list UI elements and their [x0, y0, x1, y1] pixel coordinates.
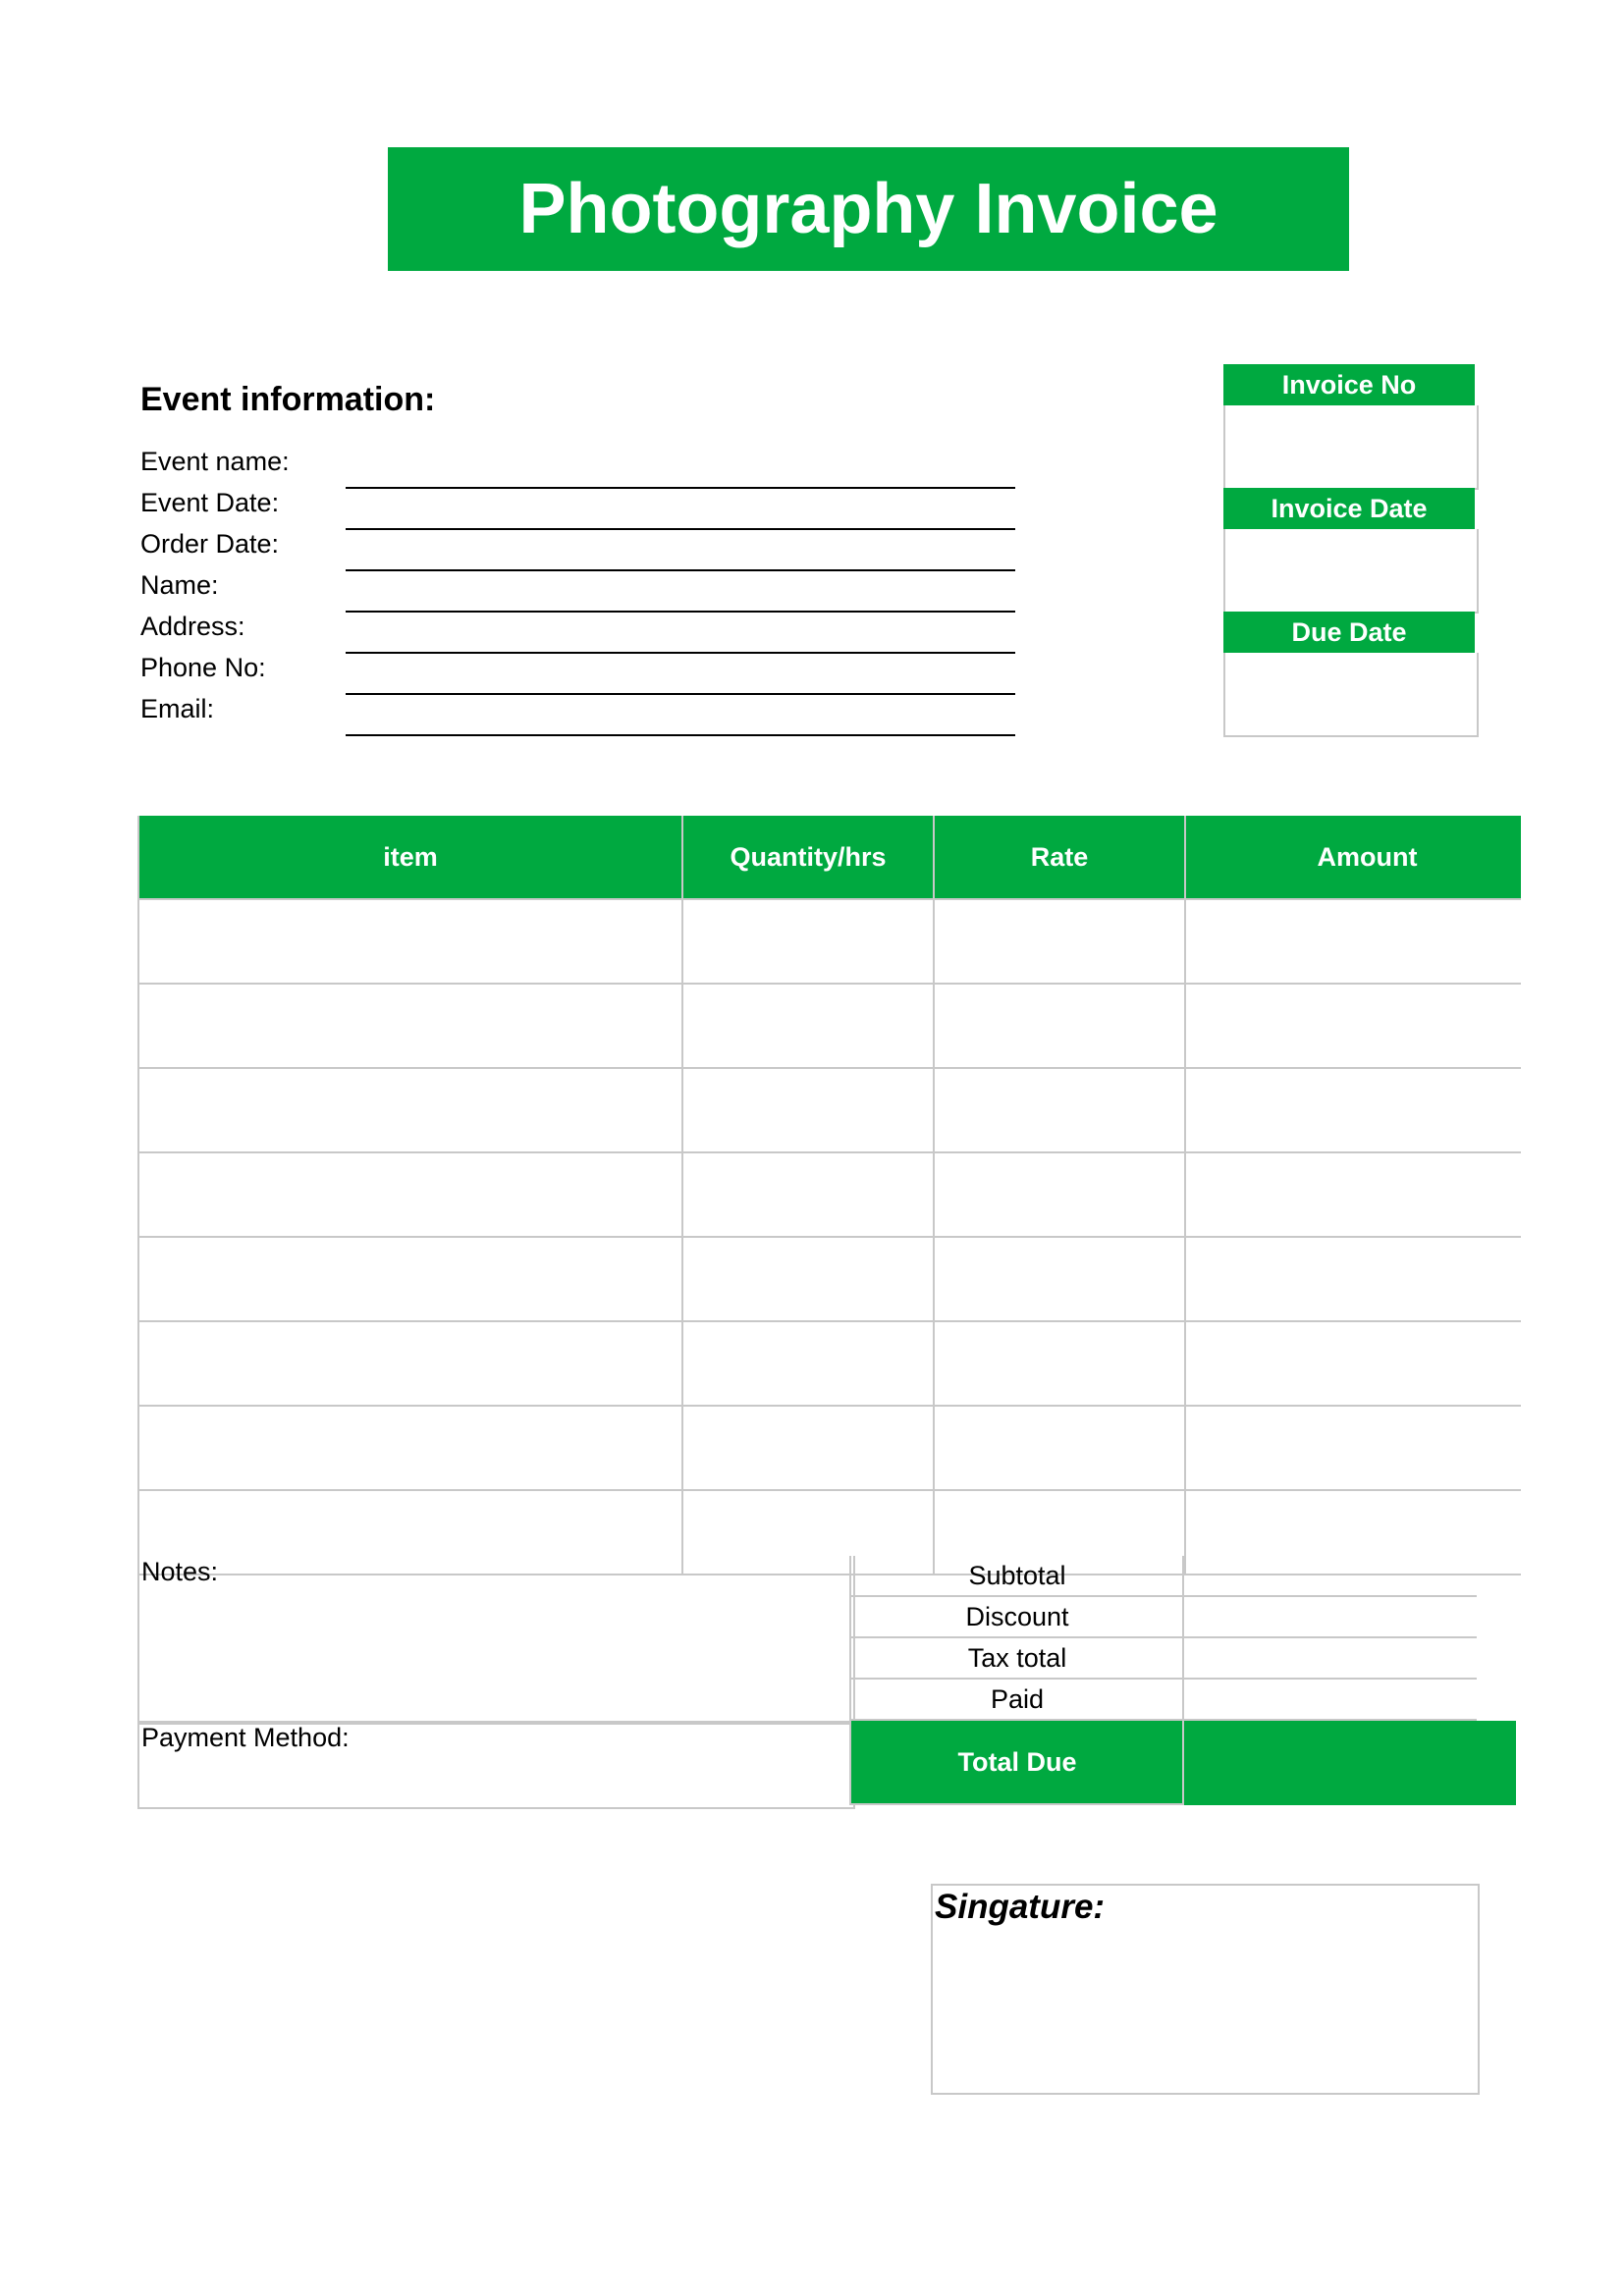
email-field[interactable]: [346, 734, 1015, 736]
invoice-date-header: Invoice Date: [1223, 488, 1475, 529]
quantity-cell[interactable]: [682, 984, 934, 1068]
address-field[interactable]: [346, 652, 1015, 654]
item-cell[interactable]: [138, 1321, 682, 1406]
amount-column-header: Amount: [1185, 816, 1521, 899]
name-label: Name:: [140, 570, 219, 600]
rate-cell[interactable]: [934, 1406, 1185, 1490]
due-date-field[interactable]: [1223, 653, 1479, 737]
table-row: [138, 899, 1521, 984]
table-row: [138, 1152, 1521, 1237]
notes-label: Notes:: [141, 1557, 219, 1586]
table-row: [138, 984, 1521, 1068]
item-cell[interactable]: [138, 899, 682, 984]
quantity-cell[interactable]: [682, 1068, 934, 1152]
total-due-value[interactable]: [1182, 1721, 1516, 1805]
phone-field[interactable]: [346, 693, 1015, 695]
amount-cell[interactable]: [1185, 1406, 1521, 1490]
due-date-header: Due Date: [1223, 612, 1475, 653]
paid-value[interactable]: [1182, 1680, 1477, 1721]
payment-method-box[interactable]: [137, 1721, 855, 1809]
total-due-label: Total Due: [849, 1721, 1183, 1805]
item-cell[interactable]: [138, 1406, 682, 1490]
event-info-heading: Event information:: [140, 381, 436, 418]
tax-total-value[interactable]: [1182, 1638, 1477, 1680]
rate-cell[interactable]: [934, 899, 1185, 984]
rate-cell[interactable]: [934, 1321, 1185, 1406]
subtotal-value[interactable]: [1182, 1556, 1477, 1597]
items-table: [137, 816, 1521, 1575]
table-row: [138, 1068, 1521, 1152]
item-cell[interactable]: [138, 1237, 682, 1321]
item-cell[interactable]: [138, 984, 682, 1068]
item-cell[interactable]: [138, 1152, 682, 1237]
table-header-row: [138, 816, 1521, 899]
payment-method-label: Payment Method:: [141, 1723, 350, 1752]
amount-cell[interactable]: [1185, 1321, 1521, 1406]
rate-column-header: Rate: [934, 816, 1185, 899]
amount-cell[interactable]: [1185, 984, 1521, 1068]
rate-cell[interactable]: [934, 1237, 1185, 1321]
invoice-no-header: Invoice No: [1223, 364, 1475, 405]
signature-label: Singature:: [935, 1888, 1106, 1926]
rate-cell[interactable]: [934, 984, 1185, 1068]
tax-total-label: Tax total: [849, 1638, 1183, 1680]
invoice-no-field[interactable]: [1223, 405, 1479, 490]
quantity-column-header: Quantity/hrs: [682, 816, 934, 899]
quantity-cell[interactable]: [682, 1406, 934, 1490]
signature-box[interactable]: [931, 1884, 1480, 2095]
item-column-header: item: [138, 816, 682, 899]
address-label: Address:: [140, 612, 245, 641]
amount-cell[interactable]: [1185, 1237, 1521, 1321]
amount-cell[interactable]: [1185, 899, 1521, 984]
quantity-cell[interactable]: [682, 1152, 934, 1237]
event-date-label: Event Date:: [140, 488, 280, 517]
event-name-label: Event name:: [140, 447, 290, 476]
quantity-cell[interactable]: [682, 899, 934, 984]
name-field[interactable]: [346, 611, 1015, 613]
order-date-label: Order Date:: [140, 529, 280, 559]
order-date-field[interactable]: [346, 569, 1015, 571]
page-title: Photography Invoice: [518, 170, 1218, 248]
invoice-date-field[interactable]: [1223, 529, 1479, 614]
event-name-field[interactable]: [346, 487, 1015, 489]
paid-label: Paid: [849, 1680, 1183, 1721]
table-row: [138, 1321, 1521, 1406]
title-banner: [388, 147, 1349, 271]
discount-value[interactable]: [1182, 1597, 1477, 1638]
email-label: Email:: [140, 694, 215, 723]
phone-label: Phone No:: [140, 653, 266, 682]
item-cell[interactable]: [138, 1068, 682, 1152]
table-row: [138, 1406, 1521, 1490]
discount-label: Discount: [849, 1597, 1183, 1638]
rate-cell[interactable]: [934, 1152, 1185, 1237]
table-row: [138, 1237, 1521, 1321]
amount-cell[interactable]: [1185, 1068, 1521, 1152]
quantity-cell[interactable]: [682, 1321, 934, 1406]
rate-cell[interactable]: [934, 1068, 1185, 1152]
event-date-field[interactable]: [346, 528, 1015, 530]
amount-cell[interactable]: [1185, 1152, 1521, 1237]
subtotal-label: Subtotal: [849, 1556, 1183, 1597]
notes-box[interactable]: [137, 1556, 855, 1725]
quantity-cell[interactable]: [682, 1237, 934, 1321]
